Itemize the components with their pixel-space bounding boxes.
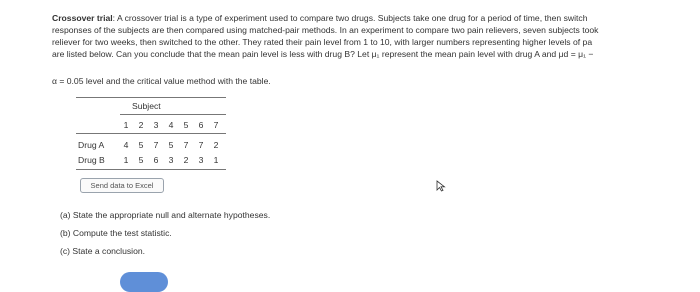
question-a: (a) State the appropriate null and alternate hypotheses. <box>60 210 271 220</box>
subject-cell: 7 <box>213 120 219 130</box>
subject-cell: 4 <box>168 120 174 130</box>
table-cell: 7 <box>183 140 189 150</box>
table-cell: 6 <box>153 155 159 165</box>
send-to-excel-button[interactable]: Send data to Excel <box>80 178 164 193</box>
problem-line-3: reliever for two weeks, then switched to the other. They rated their pain level from 1 to 10, with larger numbers representing higher levels of pa <box>52 37 593 48</box>
problem-text <box>52 12 697 60</box>
table-cell: 1 <box>123 155 129 165</box>
table-header-subject: Subject <box>132 101 161 111</box>
subject-cell: 5 <box>183 120 189 130</box>
problem-line-1: Crossover trial: A crossover trial is a type of experiment used to compare two drugs. Subjects take one drug for a period of time, then switch <box>52 13 588 23</box>
subject-cell: 2 <box>138 120 144 130</box>
question-list <box>60 206 270 260</box>
submit-button[interactable] <box>120 272 168 292</box>
problem-line-4: are listed below. Can you conclude that the mean pain level is less with drug B? Let μ₁ represent the mean pain level with drug A and μd = μ₁ − <box>52 49 594 60</box>
table-cell: 5 <box>168 140 174 150</box>
row-label-drug-b: Drug B <box>78 155 105 165</box>
subject-cell: 6 <box>198 120 204 130</box>
table-cell: 5 <box>138 155 144 165</box>
question-c: (c) State a conclusion. <box>60 246 146 256</box>
table-cell: 7 <box>198 140 204 150</box>
subject-cell: 1 <box>123 120 129 130</box>
problem-title: Crossover trial <box>52 13 113 23</box>
table-cell: 4 <box>123 140 129 150</box>
question-b: (b) Compute the test statistic. <box>60 228 172 238</box>
table-cell: 5 <box>138 140 144 150</box>
row-label-drug-a: Drug A <box>78 140 105 150</box>
table-cell: 2 <box>183 155 189 165</box>
mouse-pointer-icon <box>436 180 446 192</box>
table-cell: 3 <box>198 155 204 165</box>
subject-cell: 3 <box>153 120 159 130</box>
table-cell: 7 <box>153 140 159 150</box>
table-cell: 3 <box>168 155 174 165</box>
table-cell: 2 <box>213 140 219 150</box>
table-cell: 1 <box>213 155 219 165</box>
problem-line-2: responses of the subjects are then compared using matched-pair methods. In an experiment to compare two pain relievers, seven subjects took <box>52 25 599 36</box>
alpha-line: α = 0.05 level and the critical value method with the table. <box>52 76 271 86</box>
